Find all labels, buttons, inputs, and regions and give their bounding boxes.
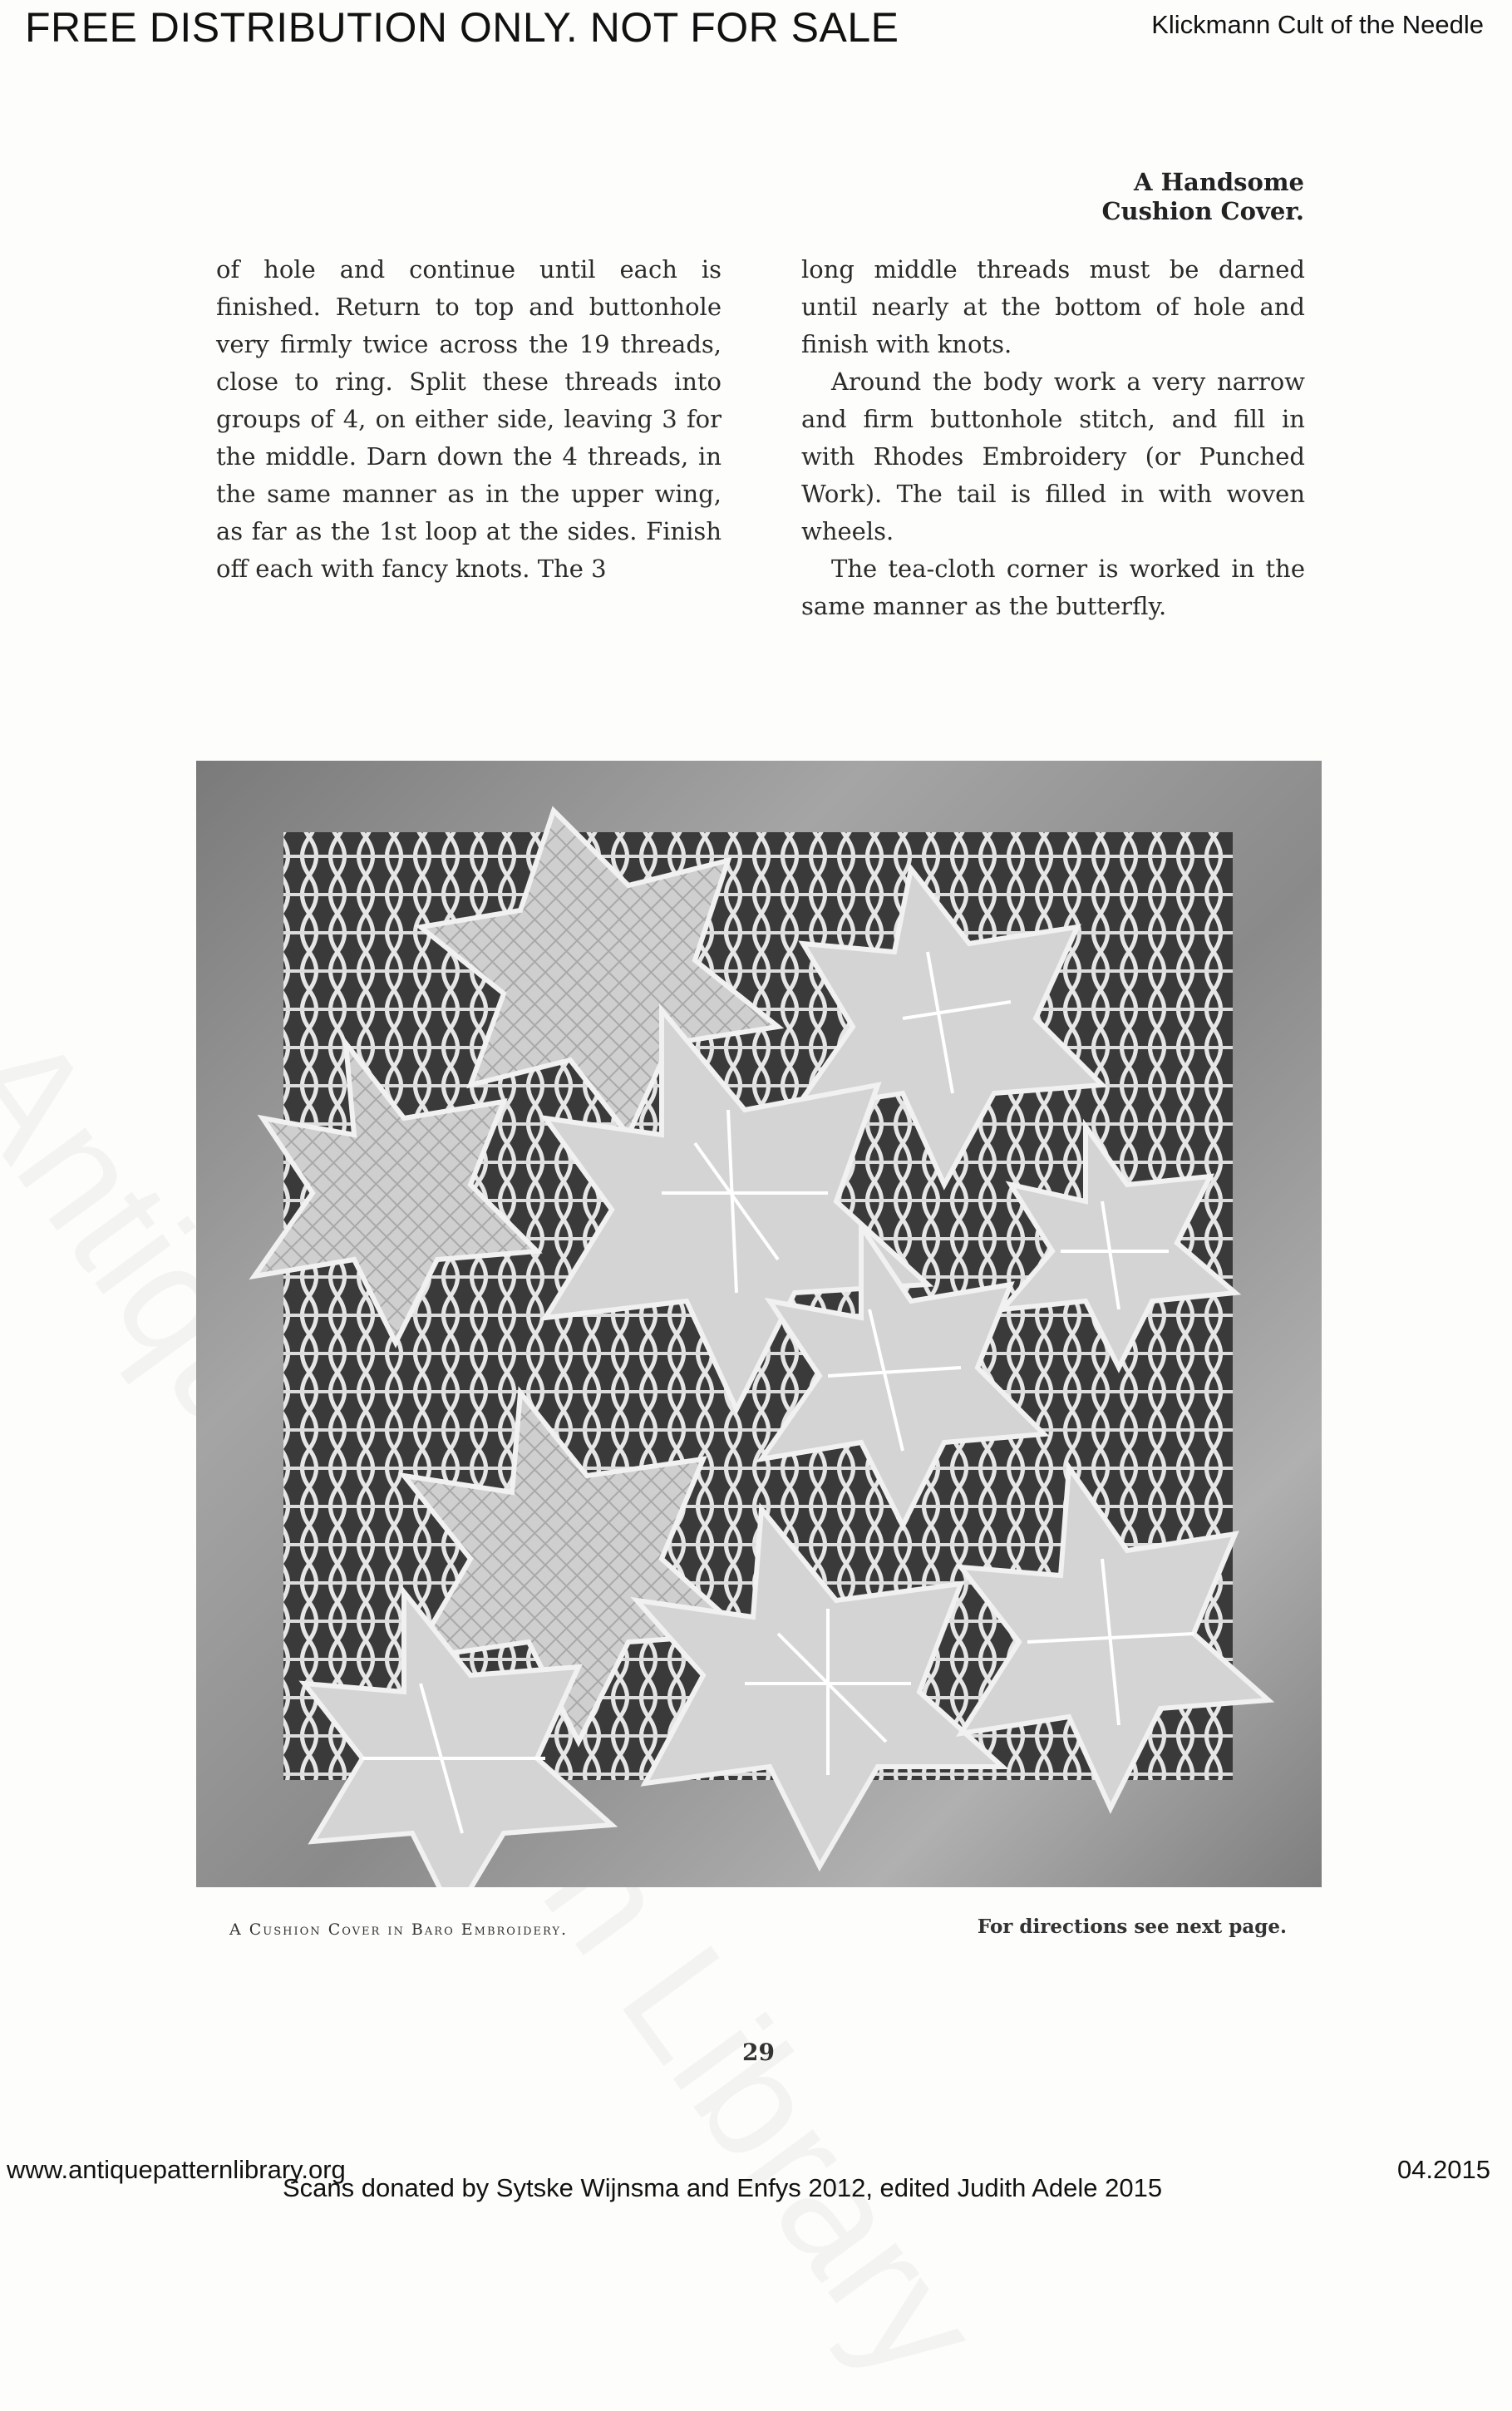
figure-caption: A Cushion Cover in Baro Embroidery.: [229, 1920, 568, 1939]
footer-credit: Scans donated by Sytske Wijnsma and Enfys 2012, edited Judith Adele 2015: [283, 2173, 1163, 2202]
header-publication: Klickmann Cult of the Needle: [1151, 10, 1484, 39]
figure-directions-note: For directions see next page.: [977, 1915, 1287, 1938]
section-title-line-1: A Handsome: [1134, 168, 1304, 196]
footer-website: www.antiquepatternlibrary.org: [7, 2155, 346, 2184]
section-title-line-2: Cushion Cover.: [1101, 197, 1304, 225]
left-paragraph: of hole and continue until each is finished. Return to top and buttonhole very firmly twice across the 19 threads, close to ring. Split these threads into groups of 4, on either side, leaving 3 for the middle. Darn down the 4 threads, in the same manner as in the upper wing, as far as the 1st loop at the sides. Finish off each with fancy knots. The 3: [216, 255, 722, 583]
section-title: [1101, 168, 1304, 226]
right-paragraph-1: long middle threads must be darned until nearly at the bottom of hole and finish with knots.: [801, 255, 1305, 358]
cushion-cover-illustration: [196, 761, 1322, 1887]
left-column: [216, 251, 722, 588]
cushion-cover-photo: [196, 761, 1322, 1887]
header-notice: FREE DISTRIBUTION ONLY. NOT FOR SALE: [25, 4, 899, 51]
right-column: [801, 251, 1305, 625]
right-paragraph-3: The tea-cloth corner is worked in the same manner as the butterfly.: [801, 555, 1305, 620]
footer-date: 04.2015: [1396, 2155, 1490, 2184]
right-paragraph-2: Around the body work a very narrow and firm buttonhole stitch, and fill in with Rhodes Embroidery (or Punched Work). The tail is filled in with woven wheels.: [801, 367, 1305, 545]
page-number: 29: [742, 2039, 775, 2066]
